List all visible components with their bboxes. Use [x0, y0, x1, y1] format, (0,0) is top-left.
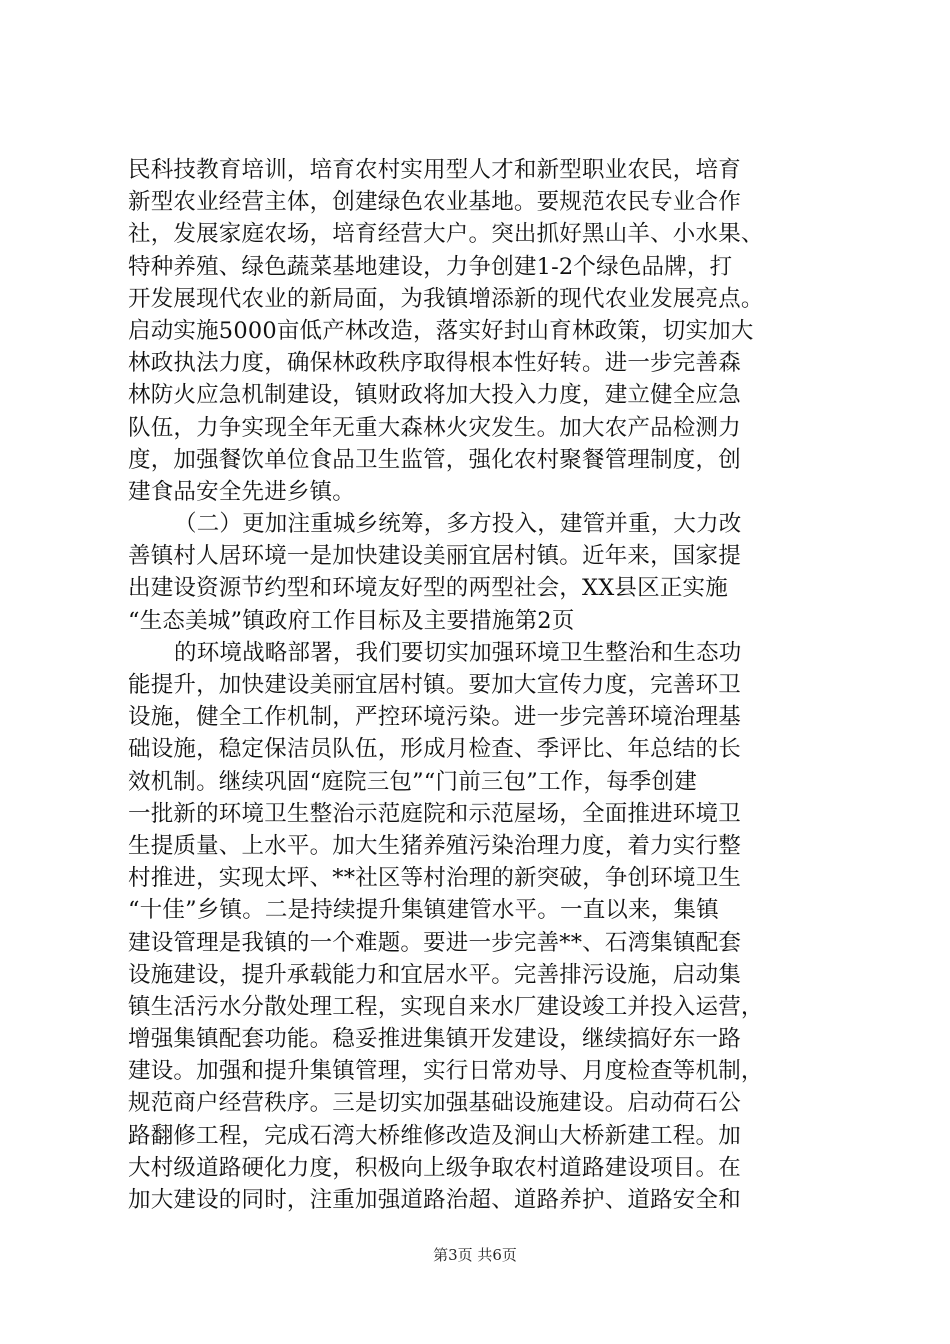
text-line: 的环境战略部署，我们要切实加强环境卫生整治和生态功: [174, 639, 742, 666]
text-line: 建设。加强和提升集镇管理，实行日常劝导、月度检查等机制，: [128, 1058, 764, 1085]
text-line: 一批新的环境卫生整治示范庭院和示范屋场，全面推进环境卫: [128, 800, 741, 827]
text-line: “生态美城”镇政府工作目标及主要措施第2页: [128, 607, 575, 634]
text-line: 村推进，实现太坪、**社区等村治理的新突破，争创环境卫生: [128, 865, 742, 892]
text-line: 开发展现代农业的新局面，为我镇增添新的现代农业发展亮点。: [128, 285, 764, 312]
text-line: 能提升，加快建设美丽宜居村镇。要加大宣传力度，完善环卫: [128, 672, 741, 698]
text-line: 路翻修工程，完成石湾大桥维修改造及涧山大桥新建工程。加: [128, 1122, 741, 1149]
text-line: 建食品安全先进乡镇。: [128, 478, 356, 505]
section-heading-line: （二）更加注重城乡统筹，多方投入，建管并重，大力改: [174, 511, 742, 538]
text-line: 特种养殖、绿色蔬菜基地建设，力争创建1-2个绿色品牌，打: [128, 253, 733, 280]
text-line: 设施建设，提升承载能力和宜居水平。完善排污设施，启动集: [128, 961, 741, 988]
text-line: 度，加强餐饮单位食品卫生监管，强化农村聚餐管理制度，创: [128, 446, 741, 473]
text-line: “十佳”乡镇。二是持续提升集镇建管水平。一直以来，集镇: [128, 897, 719, 924]
text-line: 大村级道路硬化力度，积极向上级争取农村道路建设项目。在: [128, 1154, 741, 1181]
text-line: 设施，健全工作机制，严控环境污染。进一步完善环境治理基: [128, 704, 741, 731]
page-footer: 第3页 共6页: [433, 1246, 517, 1264]
text-line: 民科技教育培训，培育农村实用型人才和新型职业农民，培育: [128, 157, 741, 183]
text-line: 社，发展家庭农场，培育经营大户。突出抓好黑山羊、小水果、: [128, 221, 764, 248]
text-line: 队伍，力争实现全年无重大森林火灾发生。加大农产品检测力: [128, 414, 741, 441]
text-line: 出建设资源节约型和环境友好型的两型社会，XX县区正实施: [128, 575, 728, 602]
text-line: 林防火应急机制建设，镇财政将加大投入力度，建立健全应急: [128, 382, 741, 409]
text-line: 新型农业经营主体，创建绿色农业基地。要规范农民专业合作: [128, 189, 741, 216]
text-line: 生提质量、上水平。加大生猪养殖污染治理力度，着力实行整: [128, 832, 741, 859]
text-line: 效机制。继续巩固“庭院三包”“门前三包”工作，每季创建: [128, 768, 697, 795]
text-line: 林政执法力度，确保林政秩序取得根本性好转。进一步完善森: [128, 350, 741, 377]
text-line: 规范商户经营秩序。三是切实加强基础设施建设。启动荷石公: [128, 1090, 741, 1117]
text-line: 础设施，稳定保洁员队伍，形成月检查、季评比、年总结的长: [128, 736, 741, 763]
text-line: 启动实施5000亩低产林改造，落实好封山育林政策，切实加大: [128, 317, 754, 344]
text-line: 建设管理是我镇的一个难题。要进一步完善**、石湾集镇配套: [128, 929, 742, 956]
body-text: [128, 154, 850, 1216]
text-line: 善镇村人居环境一是加快建设美丽宜居村镇。近年来，国家提: [128, 543, 741, 570]
text-line: 加大建设的同时，注重加强道路治超、道路养护、道路安全和: [128, 1187, 741, 1213]
text-line: 镇生活污水分散处理工程，实现自来水厂建设竣工并投入运营，: [128, 993, 764, 1020]
text-line: 增强集镇配套功能。稳妥推进集镇开发建设，继续搞好东一路: [128, 1026, 741, 1053]
